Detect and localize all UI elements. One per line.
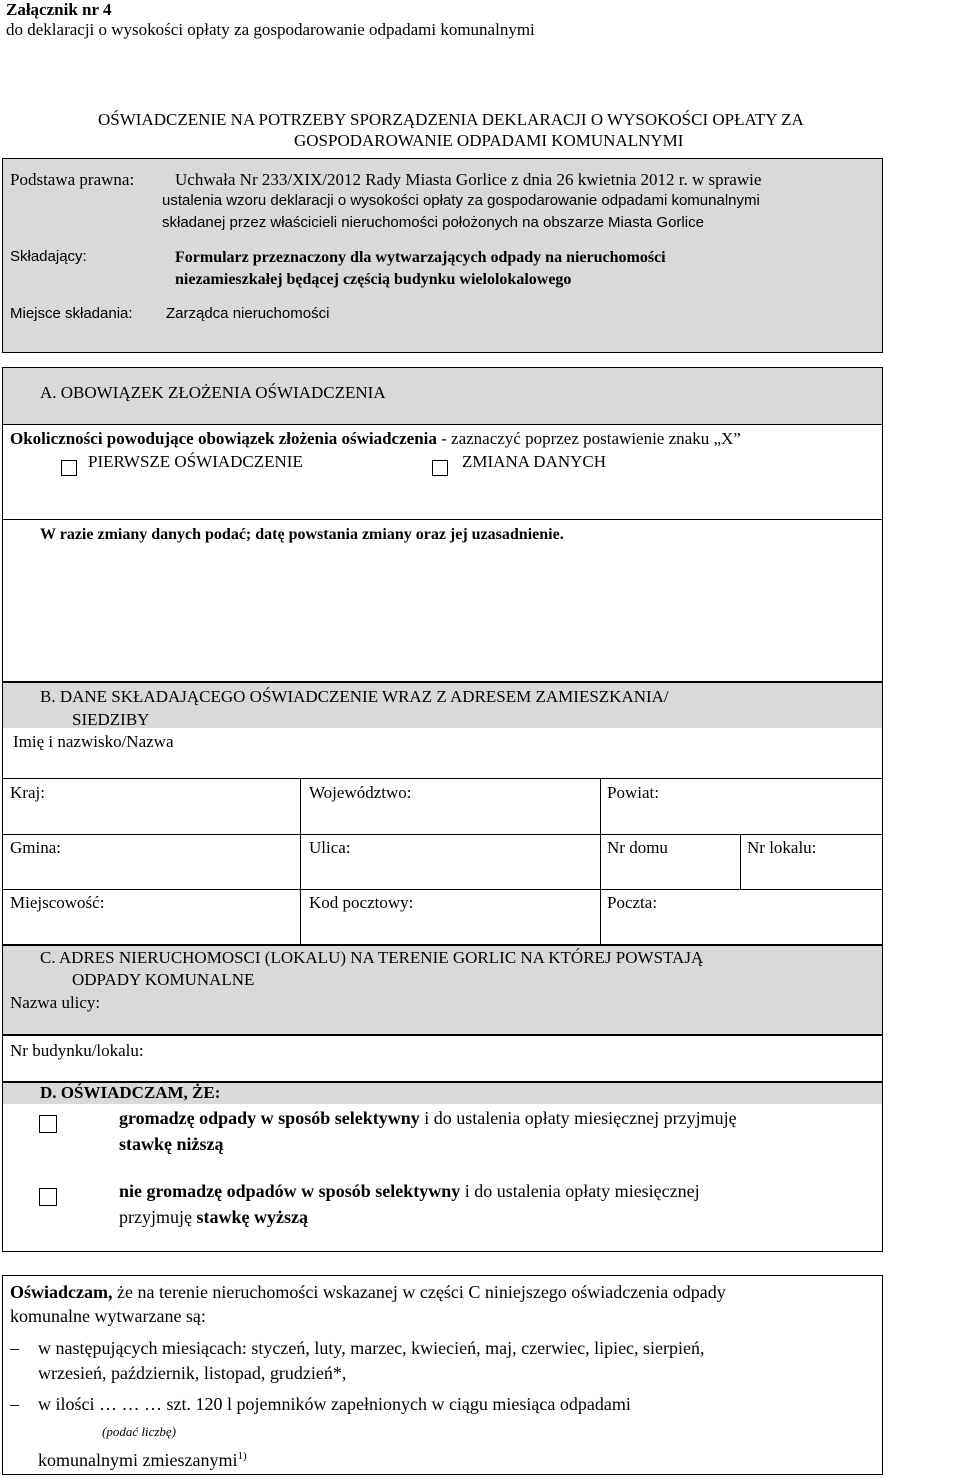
- quantity-line: w ilości … … … szt. 120 l pojemników zapełnionych w ciągu miesiąca odpadami: [38, 1394, 631, 1414]
- non-selective-option-line1: nie gromadzę odpadów w sposób selektywny i do ustalenia opłaty miesięcznej: [119, 1181, 700, 1201]
- divider: [3, 834, 882, 835]
- street-field[interactable]: Ulica:: [309, 838, 351, 857]
- declaration-intro-line1: Oświadczam, że na terenie nieruchomości wskazanej w części C niniejszego oświadczenia odpady: [10, 1282, 726, 1302]
- commune-field[interactable]: Gmina:: [10, 838, 61, 857]
- dash-bullet: –: [10, 1394, 19, 1414]
- place-label: Miejsce składania:: [10, 305, 133, 322]
- legal-basis-line3: składanej przez właścicieli nieruchomości położonych na obszarze Miasta Gorlice: [162, 214, 704, 231]
- divider: [740, 834, 741, 889]
- annex-title: Załącznik nr 4: [6, 0, 112, 19]
- house-number-field[interactable]: Nr domu: [607, 838, 668, 857]
- first-declaration-checkbox[interactable]: [61, 460, 77, 476]
- name-field[interactable]: [3, 752, 882, 776]
- months-line1: w następujących miesiącach: styczeń, luty, marzec, kwiecień, maj, czerwiec, lipiec, sierpień,: [38, 1338, 705, 1358]
- declaration-intro-line2: komunalne wytwarzane są:: [10, 1306, 206, 1326]
- form-title-line1: OŚWIADCZENIE NA POTRZEBY SPORZĄDZENIA DEKLARACJI O WYSOKOŚCI OPŁATY ZA: [98, 110, 804, 129]
- country-field[interactable]: Kraj:: [10, 783, 45, 802]
- non-selective-collection-checkbox[interactable]: [39, 1188, 57, 1206]
- flat-number-field[interactable]: Nr lokalu:: [747, 838, 817, 857]
- locality-field[interactable]: Miejscowość:: [10, 893, 105, 912]
- divider: [300, 778, 301, 944]
- filer-line2: niezamieszkałej będącej częścią budynku wielolokalowego: [175, 271, 572, 288]
- building-number-field[interactable]: Nr budynku/lokalu:: [10, 1041, 144, 1060]
- divider: [3, 519, 882, 520]
- change-details-field[interactable]: [3, 546, 882, 680]
- district-field[interactable]: Powiat:: [607, 783, 659, 802]
- change-note: W razie zmiany danych podać; datę powstania zmiany oraz jej uzasadnienie.: [40, 526, 564, 543]
- non-selective-option-line2: przyjmuję stawkę wyższą: [119, 1207, 308, 1227]
- circumstances-text: Okoliczności powodujące obowiązek złożenia oświadczenia - zaznaczyć poprzez postawienie znaku „X”: [10, 429, 741, 448]
- data-change-label: ZMIANA DANYCH: [462, 452, 607, 471]
- section-c-heading-line1: C. ADRES NIERUCHOMOSCI (LOKALU) NA TERENIE GORLIC NA KTÓREJ POWSTAJĄ: [40, 948, 704, 967]
- place-value: Zarządca nieruchomości: [166, 305, 330, 322]
- selective-collection-checkbox[interactable]: [39, 1115, 57, 1133]
- post-office-field[interactable]: Poczta:: [607, 893, 658, 912]
- section-b-heading-line1: B. DANE SKŁADAJĄCEGO OŚWIADCZENIE WRAZ Z ADRESEM ZAMIESZKANIA/: [40, 687, 669, 706]
- mixed-waste-line: komunalnymi zmieszanymi$^{1)}$: [38, 1450, 247, 1470]
- section-a-heading: A. OBOWIĄZEK ZŁOŻENIA OŚWIADCZENIA: [40, 383, 386, 402]
- divider: [3, 889, 882, 890]
- postcode-field[interactable]: Kod pocztowy:: [309, 893, 414, 912]
- annex-subtitle: do deklaracji o wysokości opłaty za gospodarowanie odpadami komunalnymi: [6, 20, 535, 39]
- legal-basis-line2: ustalenia wzoru deklaracji o wysokości opłaty za gospodarowanie odpadami komunalnymi: [162, 192, 760, 209]
- months-line2: wrzesień, październik, listopad, grudzień*,: [38, 1363, 347, 1383]
- legal-basis-line1: Uchwała Nr 233/XIX/2012 Rady Miasta Gorlice z dnia 26 kwietnia 2012 r. w sprawie: [175, 170, 762, 189]
- dash-bullet: –: [10, 1338, 19, 1358]
- filer-line1: Formularz przeznaczony dla wytwarzających odpady na nieruchomości: [175, 249, 666, 266]
- divider: [600, 778, 601, 944]
- name-label: Imię i nazwisko/Nazwa: [13, 732, 174, 751]
- section-d-heading: D. OŚWIADCZAM, ŻE:: [40, 1083, 221, 1102]
- voivodeship-field[interactable]: Województwo:: [309, 783, 412, 802]
- legal-basis-label: Podstawa prawna:: [10, 170, 135, 189]
- data-change-checkbox[interactable]: [432, 460, 448, 476]
- divider: [3, 778, 882, 779]
- form-title-line2: GOSPODAROWANIE ODPADAMI KOMUNALNYMI: [294, 131, 684, 150]
- section-c-heading-line2: ODPADY KOMUNALNE: [72, 970, 255, 989]
- first-declaration-label: PIERWSZE OŚWIADCZENIE: [88, 452, 303, 471]
- section-b-heading-line2: SIEDZIBY: [72, 710, 150, 729]
- selective-option-line2: stawkę niższą: [119, 1134, 224, 1154]
- selective-option-line1: gromadzę odpady w sposób selektywny i do ustalenia opłaty miesięcznej przyjmuję: [119, 1108, 737, 1128]
- quantity-hint: (podać liczbę): [102, 1424, 177, 1439]
- filer-label: Składający:: [10, 248, 87, 265]
- street-name-label: Nazwa ulicy:: [10, 993, 101, 1012]
